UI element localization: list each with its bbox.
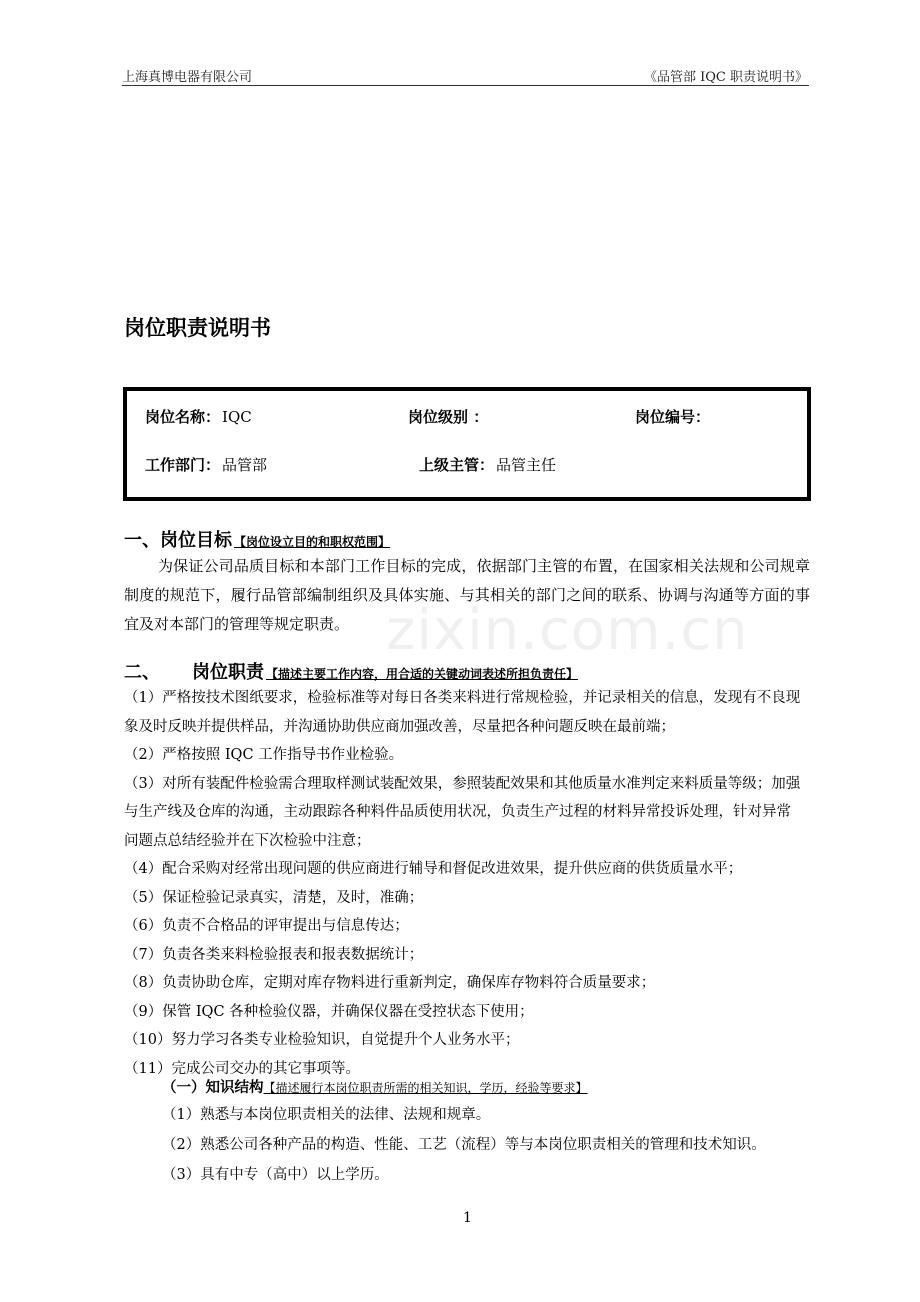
duty-item: （6）负责不合格品的评审提出与信息传达；: [124, 918, 409, 934]
section-1-body: 为保证公司品质目标和本部门工作目标的完成，依据部门主管的布置，在国家相关法规和公司规章制度的规范下，履行品管部编制组织及具体实施、与其相关的部门之间的联系、协调与沟通等方面的事宜及对本部门的管理等规定职责。: [124, 557, 810, 633]
knowledge-title: （一）知识结构: [162, 1080, 264, 1096]
position-level-field: [408, 406, 490, 427]
duty-item: （11）完成公司交办的其它事项等。: [124, 1060, 360, 1077]
header-doc-name: 《品管部 IQC 职责说明书》: [643, 70, 808, 85]
department-label: 工作部门：: [145, 456, 221, 474]
department-field: [145, 454, 267, 475]
duty-item: （7）负责各类来料检验报表和报表数据统计；: [124, 946, 424, 963]
page-number: 1: [463, 1210, 472, 1226]
duty-item: （2）严格按照 IQC 工作指导书作业检验。: [124, 747, 404, 763]
supervisor-value: 品管主任: [496, 456, 557, 474]
position-name-field: [145, 406, 252, 427]
position-number-field: [635, 406, 712, 427]
knowledge-item: （3）具有中专（高中）以上学历。: [162, 1167, 389, 1183]
position-name-label: 岗位名称：: [145, 408, 221, 426]
section-2-heading: [124, 658, 578, 684]
duty-item: （8）负责协助仓库，定期对库存物料进行重新判定，确保库存物料符合质量要求；: [124, 975, 656, 991]
header-company: 上海真博电器有限公司: [122, 70, 253, 85]
section-1-heading: [124, 526, 390, 552]
document-title: 岗位职责说明书: [124, 316, 271, 340]
duty-item: （5）保证检验记录真实，清楚，及时，准确；: [124, 889, 424, 906]
department-value: 品管部: [222, 456, 268, 474]
supervisor-field: [419, 454, 556, 475]
duty-item: （1）严格按技术图纸要求，检验标准等对每日各类来料进行常规检验，并记录相关的信息，发现有不良现象及时反映并提供样品，并沟通协助供应商加强改善，尽量把各种问题反映在最前端；: [124, 690, 801, 735]
knowledge-note: 【描述履行本岗位职责所需的相关知识，学历，经验等要求】: [263, 1081, 588, 1095]
position-info-box: [123, 387, 811, 501]
header-rule: [122, 85, 809, 86]
section-1-title: 一、岗位目标: [124, 530, 232, 551]
section-1-note: 【岗位设立目的和职权范围】: [234, 535, 391, 549]
knowledge-heading: [162, 1076, 588, 1097]
position-level-label: 岗位级别 ：: [408, 408, 489, 426]
supervisor-label: 上级主管：: [419, 456, 495, 474]
knowledge-item: （2）熟悉公司各种产品的构造、性能、工艺（流程）等与本岗位职责相关的管理和技术知识。: [162, 1137, 766, 1153]
watermark: zixin.com.cn: [386, 598, 749, 663]
section-2-note: 【描述主要工作内容，用合适的关键动词表述所担负责任】: [266, 667, 579, 681]
section-2-title: 岗位职责: [192, 662, 264, 683]
duty-item: （3）对所有装配件检验需合理取样测试装配效果，参照装配效果和其他质量水准判定来料质量等级；加强与生产线及仓库的沟通，主动跟踪各种料件品质使用状况，负责生产过程的材料异常投诉处理，针对异常问题点总结经验并在下次检验中注意；: [124, 775, 801, 849]
position-name-value: IQC: [222, 408, 252, 426]
duty-item: （9）保管 IQC 各种检验仪器，并确保仪器在受控状态下使用；: [124, 1003, 534, 1020]
duty-item: （4）配合采购对经常出现问题的供应商进行辅导和督促改进效果，提升供应商的供货质量水平；: [124, 861, 743, 877]
knowledge-item: （1）熟悉与本岗位职责相关的法律、法规和规章。: [162, 1107, 491, 1123]
duty-list: [124, 684, 814, 1083]
knowledge-list: [162, 1100, 822, 1190]
duty-item: （10）努力学习各类专业检验知识，自觉提升个人业务水平；: [124, 1032, 520, 1048]
position-number-label: 岗位编号：: [635, 408, 711, 426]
section-2-number: 二、: [124, 662, 160, 683]
